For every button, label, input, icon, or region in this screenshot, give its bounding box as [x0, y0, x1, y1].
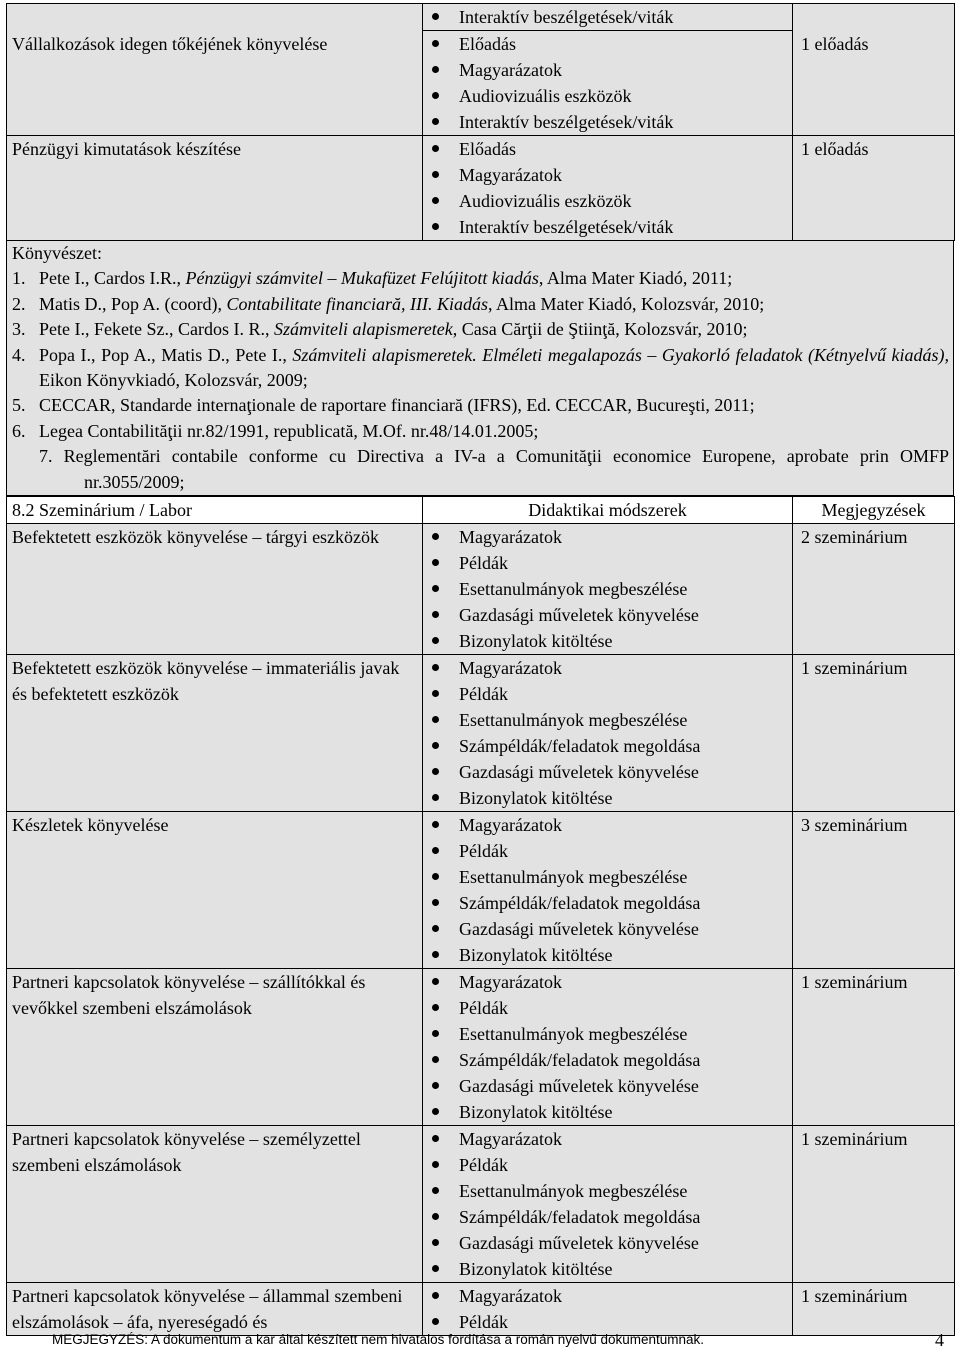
seminar-topic-text: Partneri kapcsolatok könyvelése – szállítókkal és vevőkkel szembeni elszámolások — [12, 972, 366, 1019]
seminar-note-text: 1 szeminárium — [801, 972, 908, 993]
entry-number: 1. — [12, 268, 26, 289]
method-item: Példák — [423, 838, 792, 864]
seminar.rows.0-methods-cell — [423, 524, 793, 655]
seminar-note-text: 1 szeminárium — [801, 1286, 908, 1307]
seminar-topic — [7, 655, 423, 812]
seminar-note-text: 2 szeminárium — [801, 527, 908, 548]
method-item: Esettanulmányok megbeszélése — [423, 707, 792, 733]
method-item: Audiovizuális eszközök — [423, 188, 792, 214]
method-item: Példák — [423, 1309, 792, 1335]
method-item: Magyarázatok — [423, 655, 792, 681]
entry-number: 2. — [12, 293, 26, 314]
lecture-topic-text: Pénzügyi kimutatások készítése — [12, 139, 241, 159]
document-page — [6, 3, 954, 1336]
entry-text: , Alma Mater Kiadó, 2011; — [538, 268, 733, 289]
seminar-header-title: 8.2 Szeminárium / Labor — [7, 497, 423, 524]
seminar.rows.3-methods-cell — [423, 969, 793, 1126]
method-item: Magyarázatok — [423, 812, 792, 838]
method-item: Előadás — [423, 31, 792, 57]
seminar-topic — [7, 1126, 423, 1283]
seminar-header-row — [7, 497, 955, 524]
footer-note: MEGJEGYZÉS: A dokumentum a kar által készített nem hivatalos fordítása a román nyelvű dokumentumnak. — [52, 1332, 705, 1347]
seminar-row — [7, 655, 955, 812]
method-item: Számpéldák/feladatok megoldása — [423, 733, 792, 759]
methods-list — [423, 969, 792, 1125]
method-item: Magyarázatok — [423, 524, 792, 550]
method-item: Előadás — [423, 136, 792, 162]
methods-list — [423, 655, 792, 811]
method-item: Bizonylatok kitöltése — [423, 628, 792, 654]
entry-number: 6. — [12, 420, 26, 441]
entry-number: 5. — [12, 395, 26, 416]
seminar-table — [6, 496, 955, 1336]
method-item: Bizonylatok kitöltése — [423, 785, 792, 811]
page-footer — [52, 1331, 944, 1349]
seminar-note — [793, 1283, 955, 1336]
method-item: Esettanulmányok megbeszélése — [423, 1021, 792, 1047]
seminar-row — [7, 969, 955, 1126]
entry-text: Pete I., Fekete Sz., Cardos I. R., — [39, 319, 274, 340]
method-item: Bizonylatok kitöltése — [423, 942, 792, 968]
seminar-note-text: 1 szeminárium — [801, 1129, 908, 1150]
seminar-note-text: 1 szeminárium — [801, 658, 908, 679]
method-item: Magyarázatok — [423, 162, 792, 188]
method-item: Példák — [423, 995, 792, 1021]
lecture-row — [7, 4, 955, 31]
method-item: Interaktív beszélgetések/viták — [423, 4, 792, 30]
bibliography-entry — [12, 419, 949, 444]
entry-number: 3. — [12, 319, 26, 340]
method-item: Esettanulmányok megbeszélése — [423, 864, 792, 890]
lecture-row — [7, 136, 955, 241]
entry-number: 7. — [39, 446, 53, 467]
entry-title: Pénzügyi számvitel – Mukafüzet Felújitott kiadás — [185, 268, 539, 289]
entry-text: , Casa Cărţii de Ştiinţă, Kolozsvár, 2010; — [452, 319, 748, 340]
top_table.0-methods-cell — [423, 4, 793, 31]
entry-text: Reglementări contabile conforme cu Directiva a IV-a a Comunităţii economice Europene, aprobate prin OMFP nr.3055/2009; — [63, 446, 949, 492]
entry-title: Számviteli alapismeretek — [273, 319, 453, 340]
bibliography-heading: Könyvészet: — [12, 243, 102, 263]
method-item: Interaktív beszélgetések/viták — [423, 214, 792, 240]
method-item: Audiovizuális eszközök — [423, 83, 792, 109]
methods-list — [423, 812, 792, 968]
method-item: Esettanulmányok megbeszélése — [423, 1178, 792, 1204]
seminar-row — [7, 1283, 955, 1336]
methods-list — [423, 31, 792, 135]
bibliography-section — [6, 241, 954, 496]
lecture-methods-table — [6, 3, 955, 241]
seminar-topic-text: Befektetett eszközök könyvelése – immateriális javak és befektetett eszközök — [12, 658, 400, 705]
method-item: Gazdasági műveletek könyvelése — [423, 602, 792, 628]
lecture-note-text: 1 előadás — [801, 33, 869, 54]
seminar-header-methods: Didaktikai módszerek — [423, 497, 793, 524]
method-item: Számpéldák/feladatok megoldása — [423, 890, 792, 916]
method-item: Gazdasági műveletek könyvelése — [423, 1230, 792, 1256]
seminar.rows.2-methods-cell — [423, 812, 793, 969]
method-item: Gazdasági műveletek könyvelése — [423, 759, 792, 785]
bibliography-list — [12, 266, 949, 495]
method-item: Interaktív beszélgetések/viták — [423, 109, 792, 135]
seminar-note — [793, 1126, 955, 1283]
seminar-row — [7, 1126, 955, 1283]
method-item: Bizonylatok kitöltése — [423, 1099, 792, 1125]
seminar-note — [793, 655, 955, 812]
lecture-row — [7, 31, 955, 136]
methods-list — [423, 136, 792, 240]
methods-list — [423, 1283, 792, 1335]
page-number: 4 — [935, 1330, 944, 1350]
top_table.2-methods-cell — [423, 136, 793, 241]
methods-list — [423, 4, 792, 30]
method-item: Példák — [423, 550, 792, 576]
method-item: Számpéldák/feladatok megoldása — [423, 1204, 792, 1230]
lecture-topic — [7, 136, 423, 241]
entry-text: CECCAR, Standarde internaţionale de raportare financiară (IFRS), Ed. CECCAR, Bucureşti, 2011; — [39, 395, 755, 416]
seminar-topic — [7, 524, 423, 655]
method-item: Magyarázatok — [423, 57, 792, 83]
seminar-topic — [7, 1283, 423, 1336]
entry-title: Contabilitate financiară, III. Kiadás — [226, 293, 488, 314]
lecture-note — [793, 136, 955, 241]
lecture-note — [793, 31, 955, 136]
seminar-topic-text: Partneri kapcsolatok könyvelése – személyzettel szembeni elszámolások — [12, 1129, 361, 1176]
method-item: Magyarázatok — [423, 1126, 792, 1152]
method-item: Esettanulmányok megbeszélése — [423, 576, 792, 602]
bibliography-entry — [12, 317, 949, 342]
bibliography-entry — [12, 292, 949, 317]
bibliography-entry — [12, 343, 949, 394]
entry-text: Matis D., Pop A. (coord), — [39, 293, 227, 314]
seminar.rows.4-methods-cell — [423, 1126, 793, 1283]
seminar.rows.1-methods-cell — [423, 655, 793, 812]
seminar-row — [7, 524, 955, 655]
seminar-note — [793, 524, 955, 655]
seminar-note — [793, 812, 955, 969]
method-item: Magyarázatok — [423, 969, 792, 995]
lecture-topic — [7, 31, 423, 136]
entry-text: , Alma Mater Kiadó, Kolozsvár, 2010; — [488, 293, 765, 314]
lecture-note — [793, 4, 955, 31]
seminar-topic — [7, 812, 423, 969]
method-item: Példák — [423, 681, 792, 707]
seminar-topic-text: Befektetett eszközök könyvelése – tárgyi eszközök — [12, 527, 380, 548]
entry-text: Popa I., Pop A., Matis D., Pete I., — [39, 344, 293, 365]
entry-number: 4. — [12, 344, 26, 365]
seminar-row — [7, 812, 955, 969]
seminar-topic — [7, 969, 423, 1126]
seminar-topic-text: Készletek könyvelése — [12, 815, 169, 836]
bibliography-entry — [12, 393, 949, 418]
bibliography-entry — [12, 266, 949, 291]
entry-text: Legea Contabilităţii nr.82/1991, republicată, M.Of. nr.48/14.01.2005; — [39, 420, 539, 441]
method-item: Gazdasági műveletek könyvelése — [423, 1073, 792, 1099]
seminar-header-notes: Megjegyzések — [793, 497, 955, 524]
entry-text: Pete I., Cardos I.R., — [39, 268, 186, 289]
method-item: Példák — [423, 1152, 792, 1178]
methods-list — [423, 1126, 792, 1282]
entry-title: Számviteli alapismeretek. Elméleti megalapozás – Gyakorló feladatok (Kétnyelvű kiadás), — [292, 344, 949, 365]
bibliography-entry — [12, 444, 949, 495]
entry-text: Eikon Könyvkiadó, Kolozsvár, 2009; — [39, 370, 308, 391]
seminar-note — [793, 969, 955, 1126]
top_table.1-methods-cell — [423, 31, 793, 136]
lecture-note-text: 1 előadás — [801, 139, 869, 159]
method-item: Számpéldák/feladatok megoldása — [423, 1047, 792, 1073]
seminar-topic-text: Partneri kapcsolatok könyvelése – állammal szembeni elszámolások – áfa, nyereségadó és — [12, 1286, 403, 1333]
seminar-note-text: 3 szeminárium — [801, 815, 908, 836]
method-item: Gazdasági műveletek könyvelése — [423, 916, 792, 942]
method-item: Bizonylatok kitöltése — [423, 1256, 792, 1282]
lecture-topic-text: Vállalkozások idegen tőkéjének könyvelése — [12, 33, 328, 54]
method-item: Magyarázatok — [423, 1283, 792, 1309]
lecture-topic — [7, 4, 423, 31]
seminar.rows.5-methods-cell — [423, 1283, 793, 1336]
methods-list — [423, 524, 792, 654]
